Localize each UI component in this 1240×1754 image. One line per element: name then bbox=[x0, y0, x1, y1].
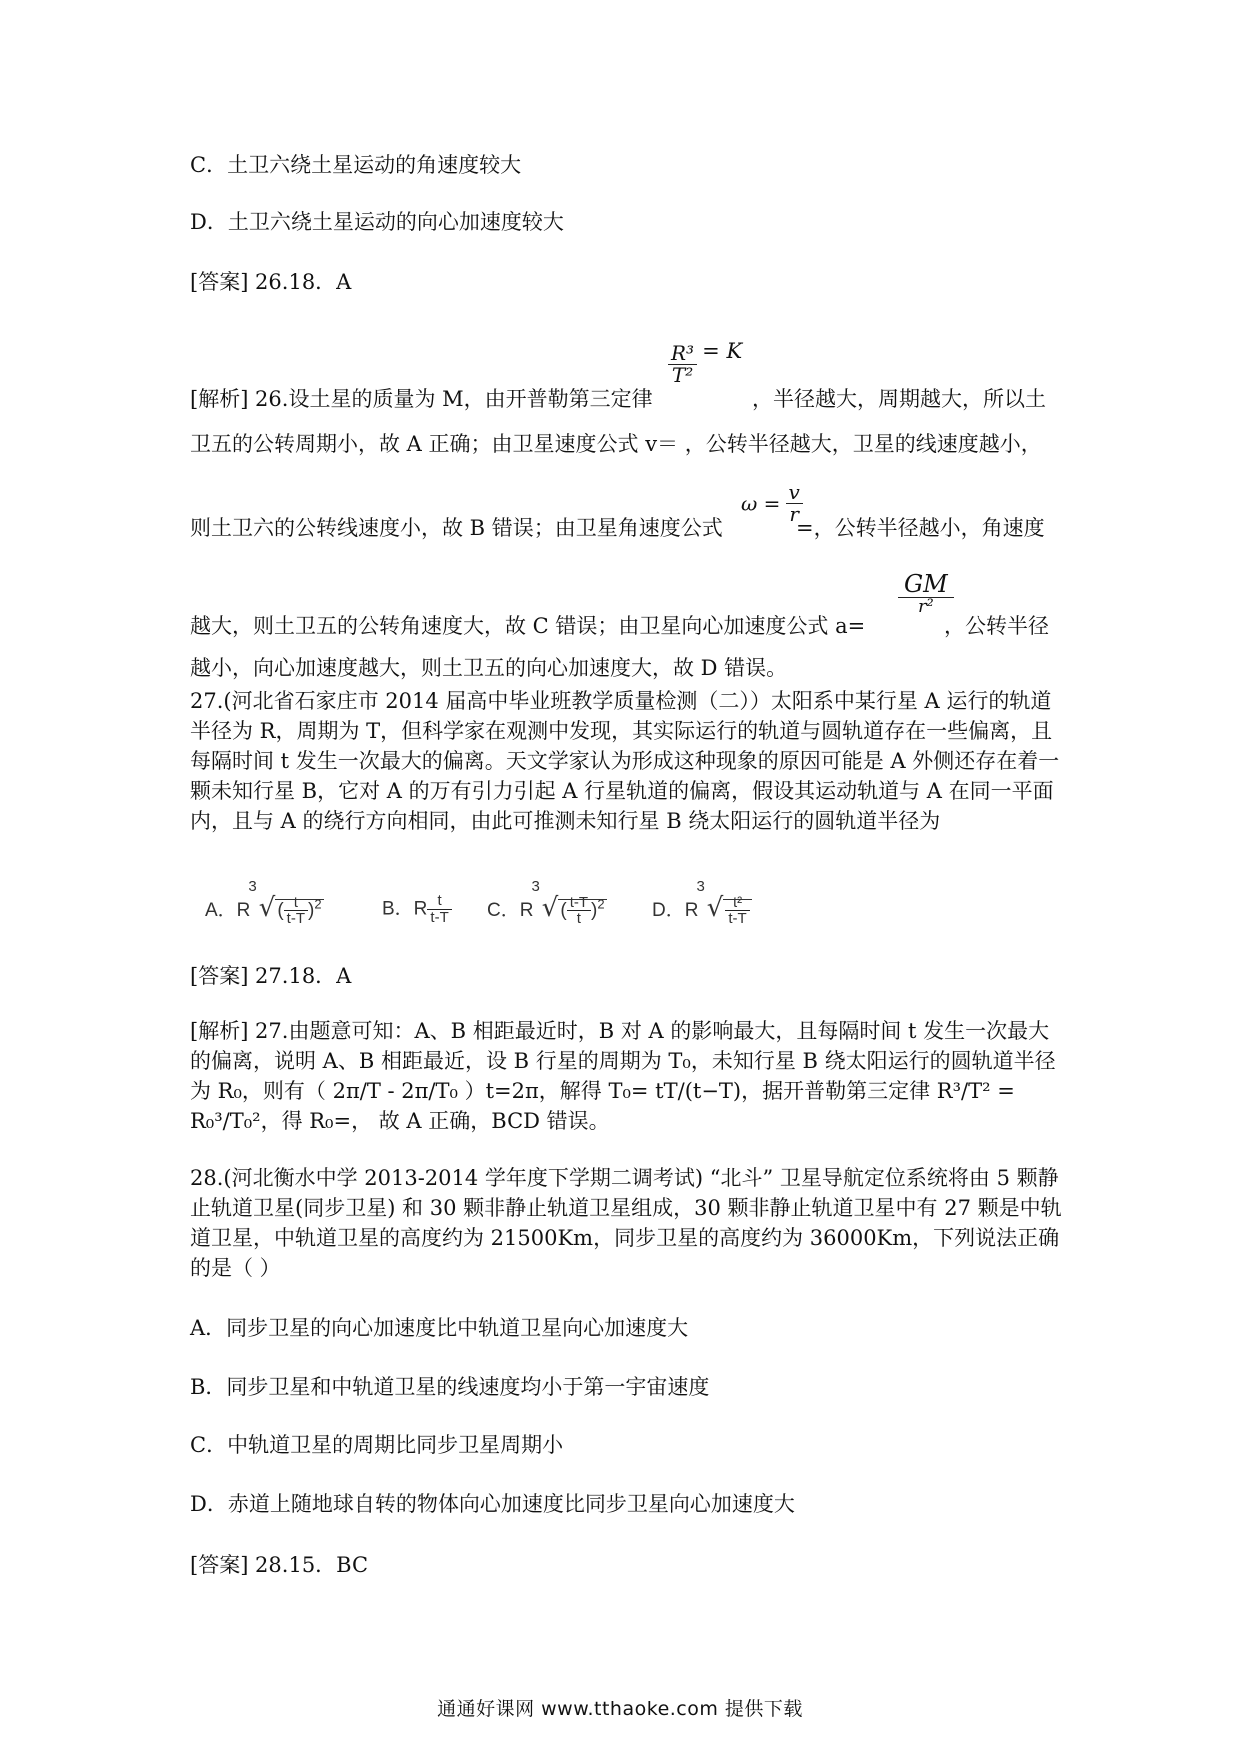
kepler-numerator: R³ bbox=[668, 343, 697, 365]
q27-option-a-label: A．R bbox=[205, 900, 251, 921]
kepler-fraction bbox=[668, 343, 697, 386]
q27-option-a-den: t-T bbox=[286, 910, 305, 928]
q27-option-c-exp: 2 bbox=[597, 896, 605, 912]
kepler-rhs: = K bbox=[702, 339, 743, 363]
q27-option-d-den: t-T bbox=[728, 910, 747, 928]
q27-option-a-exp: 2 bbox=[314, 896, 322, 912]
q27-option-d-index: 3 bbox=[696, 877, 705, 895]
q27-option-b-num: t bbox=[427, 893, 451, 910]
q26-analysis-line-3a: 则土卫六的公转线速度小，故 B 错误；由卫星角速度公式 bbox=[190, 516, 723, 540]
q26-analysis-line-4b: ，公转半径 bbox=[944, 614, 1049, 638]
q26-analysis-line-1b: ，半径越大，周期越大，所以土 bbox=[752, 387, 1046, 411]
q26-analysis-line-1a: [解析] 26.设土星的质量为 M，由开普勒第三定律 bbox=[190, 387, 653, 411]
q26-option-c: C．土卫六绕土星运动的角速度较大 bbox=[190, 153, 522, 177]
omega-numerator: v bbox=[786, 482, 803, 504]
q27-option-d-num: t² bbox=[725, 895, 749, 912]
q26-analysis-line-4a: 越大，则土卫五的公转角速度大，故 C 错误；由卫星向心加速度公式 a= bbox=[190, 614, 866, 638]
q27-option-c-num: t-T bbox=[567, 895, 591, 912]
q27-option-a-index: 3 bbox=[248, 877, 257, 895]
q28-stem: 28.(河北衡水中学 2013-2014 学年度下学期二调考试) “北斗” 卫星导航定位系统将由 5 颗静止轨道卫星(同步卫星) 和 30 颗非静止轨道卫星组成，30 颗非静止轨道卫星中有 27 颗是中轨道卫星，中轨道卫星的高度约为 21500Km，同步卫星的高度约为 36000Km，下列说法正确的是（ ） bbox=[190, 1166, 1062, 1280]
page-footer: 通通好课网 www.tthaoke.com 提供下载 bbox=[437, 1698, 803, 1720]
q26-answer: [答案] 26.18．A bbox=[190, 270, 352, 294]
omega-denominator: r bbox=[789, 502, 799, 526]
q28-option-d: D．赤道上随地球自转的物体向心加速度比同步卫星向心加速度大 bbox=[190, 1492, 795, 1516]
q27-option-d-label: D．R bbox=[652, 900, 699, 921]
q27-option-c-den: t bbox=[576, 910, 581, 928]
q27-option-b bbox=[382, 893, 452, 926]
omega-lhs: ω = bbox=[741, 491, 781, 516]
q28-option-c: C．中轨道卫星的周期比同步卫星周期小 bbox=[190, 1433, 564, 1457]
acc-denominator: r² bbox=[917, 596, 934, 618]
q26-analysis-line-3b: =，公转半径越小，角速度 bbox=[796, 516, 1045, 540]
kepler-third-law-formula bbox=[668, 339, 743, 387]
q26-option-d: D．土卫六绕土星运动的向心加速度较大 bbox=[190, 210, 564, 234]
q28-option-b: B．同步卫星和中轨道卫星的线速度均小于第一宇宙速度 bbox=[190, 1375, 710, 1399]
centripetal-acceleration-formula bbox=[898, 572, 954, 617]
q27-stem: 27.(河北省石家庄市 2014 届高中毕业班教学质量检测（二））太阳系中某行星 A 运行的轨道半径为 R，周期为 T，但科学家在观测中发现，其实际运行的轨道与圆轨道存在一些偏离，且每隔时间 t 发生一次最大的偏离。天文学家认为形成这种现象的原因可能是 A 外侧还存在着一颗未知行星 B，它对 A 的万有引力引起 A 行星轨道的偏离，假设其运动轨道与 A 在同一平面内，且与 A 的绕行方向相同，由此可推测未知行星 B 绕太阳运行的圆轨道半径为 bbox=[190, 689, 1060, 833]
acc-numerator: GM bbox=[898, 572, 954, 598]
kepler-denominator: T² bbox=[671, 363, 694, 387]
q27-option-a-num: t bbox=[284, 895, 308, 912]
q27-option-c: C．$R^3√$ ( $\frac{t-T}{t}$ )$^2$ bbox=[487, 877, 605, 928]
q26-analysis-line-2: 卫五的公转周期小，故 A 正确；由卫星速度公式 v＝ ，公转半径越大，卫星的线速度越小， bbox=[190, 432, 1042, 456]
q27-option-b-den: t-T bbox=[430, 908, 449, 926]
q28-answer: [答案] 28.15．BC bbox=[190, 1553, 369, 1577]
q27-option-b-label: B．R bbox=[382, 898, 428, 920]
q27-analysis: [解析] 27.由题意可知：A、B 相距最近时，B 对 A 的影响最大，且每隔时间 t 发生一次最大的偏离，说明 A、B 相距最近，设 B 行星的周期为 T₀，未知行星 B 绕太阳运行的圆轨道半径为 R₀，则有（ 2π/T - 2π/T₀ ）t=2π，解得 T₀= tT/(t−T)，据开普勒第三定律 R³/T² = R₀³/T₀²，得 R₀=， 故 A 正确，BCD 错误。 bbox=[190, 1019, 1056, 1133]
q26-analysis-line-5: 越小，向心加速度越大，则土卫五的向心加速度大，故 D 错误。 bbox=[190, 656, 788, 680]
q27-option-d: D．$R^3√$ $\frac{\text{t²}}{t-T}$ bbox=[652, 893, 752, 927]
q27-option-c-label: C．R bbox=[487, 900, 534, 921]
acc-fraction bbox=[898, 572, 954, 617]
q27-option-a: A．$R^3√$ ( $\frac{t}{t-T}$ )$^2$ bbox=[205, 877, 322, 928]
q28-option-a: A．同步卫星的向心加速度比中轨道卫星向心加速度大 bbox=[190, 1316, 689, 1340]
q27-answer: [答案] 27.18．A bbox=[190, 964, 352, 988]
q27-option-c-index: 3 bbox=[531, 877, 540, 895]
angular-velocity-formula bbox=[741, 482, 803, 525]
